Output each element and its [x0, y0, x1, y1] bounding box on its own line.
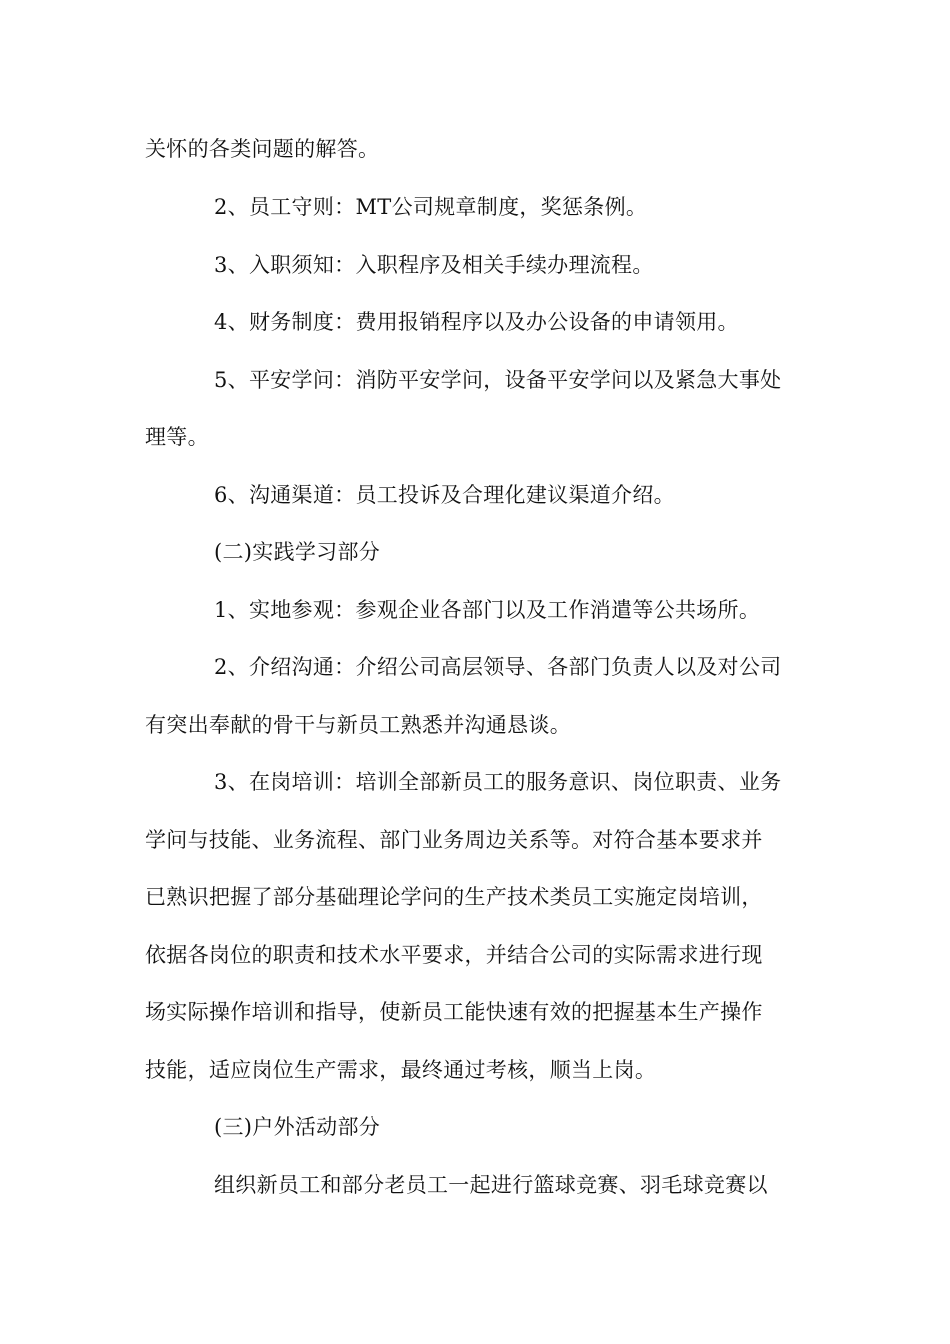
text-line: 依据各岗位的职责和技术水平要求，并结合公司的实际需求进行现: [145, 943, 763, 967]
text-line: 3、入职须知：入职程序及相关手续办理流程。: [214, 253, 654, 277]
text-line: 理等。: [145, 425, 209, 449]
text-line: 有突出奉献的骨干与新员工熟悉并沟通恳谈。: [145, 713, 571, 737]
text-line: 6、沟通渠道：员工投诉及合理化建议渠道介绍。: [214, 483, 675, 507]
text-line: 技能，适应岗位生产需求，最终通过考核，顺当上岗。: [145, 1058, 657, 1082]
text-line: 场实际操作培训和指导，使新员工能快速有效的把握基本生产操作: [145, 1000, 763, 1024]
text-line: 学问与技能、业务流程、部门业务周边关系等。对符合基本要求并: [145, 828, 763, 852]
text-line: 已熟识把握了部分基础理论学问的生产技术类员工实施定岗培训，: [145, 885, 763, 909]
text-line: 关怀的各类问题的解答。: [145, 137, 380, 161]
text-line: 组织新员工和部分老员工一起进行篮球竞赛、羽毛球竞赛以: [214, 1173, 768, 1197]
section-heading: (三)户外活动部分: [214, 1115, 381, 1139]
text-line: 3、在岗培训：培训全部新员工的服务意识、岗位职责、业务: [214, 770, 782, 794]
text-line: 2、员工守则：MT公司规章制度，奖惩条例。: [214, 195, 648, 219]
text-line: 4、财务制度：费用报销程序以及办公设备的申请领用。: [214, 310, 739, 334]
text-line: 5、平安学问：消防平安学问，设备平安学问以及紧急大事处: [214, 368, 782, 392]
text-line: 1、实地参观：参观企业各部门以及工作消遣等公共场所。: [214, 598, 761, 622]
section-heading: (二)实践学习部分: [214, 540, 381, 564]
text-line: 2、介绍沟通：介绍公司高层领导、各部门负责人以及对公司: [214, 655, 782, 679]
